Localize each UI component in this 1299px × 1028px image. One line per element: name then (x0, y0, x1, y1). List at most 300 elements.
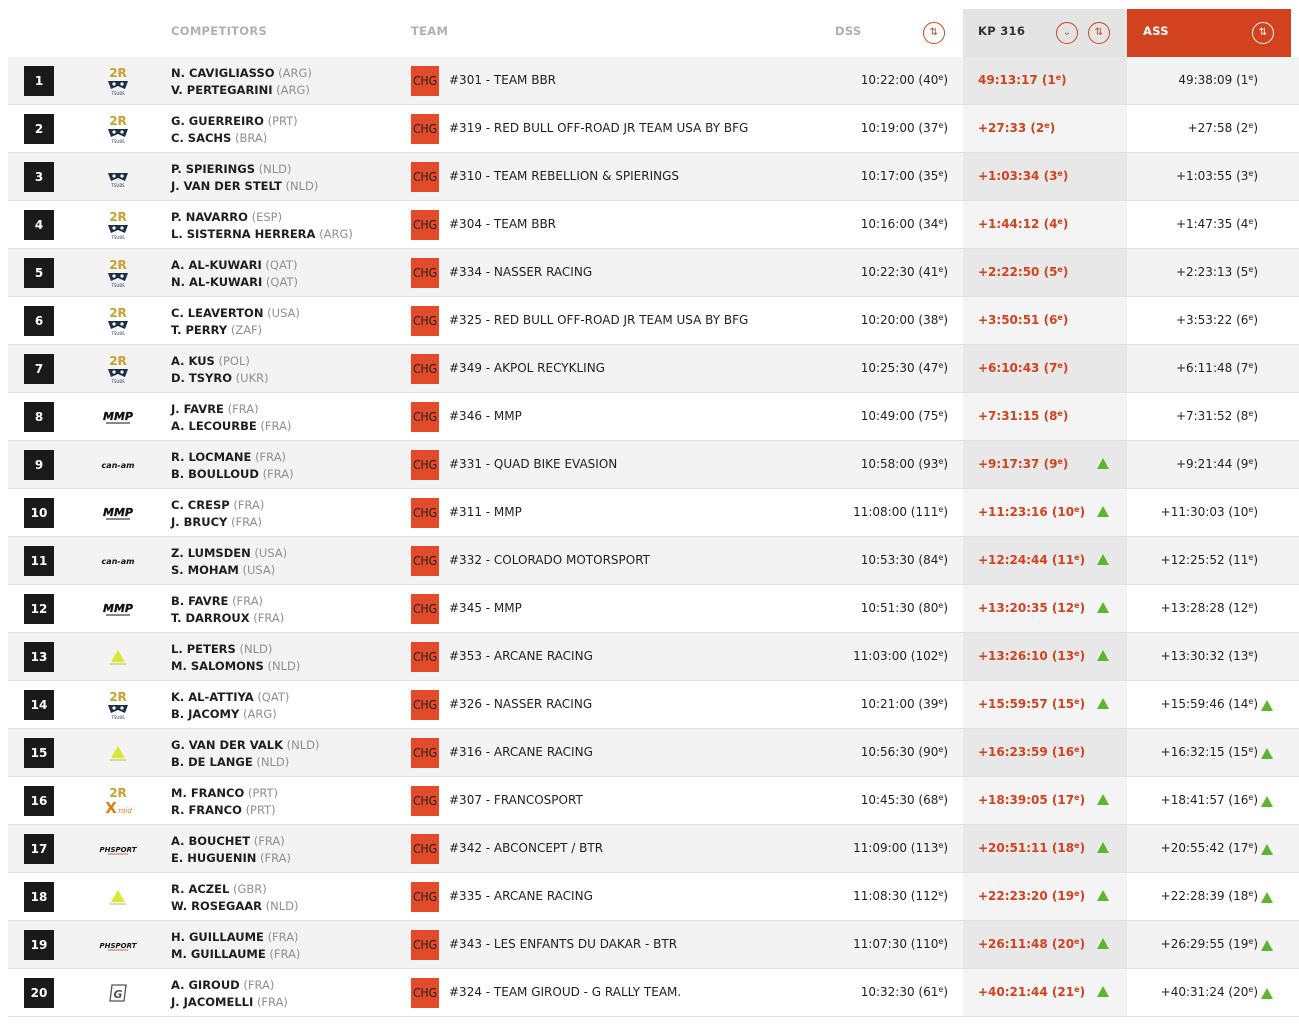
arrow-up-icon (1261, 988, 1273, 999)
svg-text:2R: 2R (109, 786, 127, 800)
dss-time: 10:32:30 (61e) (860, 985, 948, 999)
ass-time: +13:30:32 (13e) (1160, 649, 1258, 663)
kp-column-header[interactable] (963, 9, 1127, 57)
driver-nationality: (GBR) (232, 882, 267, 896)
dss-rank-suffix: e (938, 361, 944, 370)
svg-text:2R: 2R (109, 210, 127, 224)
position-badge: 5 (24, 258, 54, 288)
ass-rank-suffix: e (1248, 121, 1254, 130)
svg-text:roid: roid (118, 807, 132, 815)
category-badge: CHG (411, 594, 439, 624)
ass-value: +11:30:03 (10 (1160, 505, 1249, 519)
2r-tsubs-logo-icon (98, 305, 138, 337)
codriver-name: J. JACOMELLI (171, 995, 254, 1009)
2r-tsubs-logo-icon (98, 689, 138, 721)
table-row[interactable] (8, 537, 1299, 585)
svg-text:TSUBS: TSUBS (111, 379, 125, 384)
competitors-cell[interactable] (171, 113, 298, 147)
kp-time: +2:22:50 (5e) (978, 265, 1069, 279)
competitors-cell[interactable] (171, 689, 289, 723)
driver-name: A. AL-KUWARI (171, 258, 262, 272)
ass-rank-suffix: e (1248, 553, 1254, 562)
ass-sort-icon[interactable]: ⇅ (1252, 22, 1274, 44)
competitors-cell[interactable] (171, 497, 264, 531)
driver-name: P. SPIERINGS (171, 162, 256, 176)
category-badge: CHG (411, 114, 439, 144)
competitors-cell[interactable] (171, 449, 294, 483)
chevron-down-icon[interactable]: ⌄ (1056, 22, 1078, 44)
ass-time: +1:47:35 (4e) (1175, 217, 1258, 231)
ass-rank-suffix: e (1248, 745, 1254, 754)
codriver-name: A. LECOURBE (171, 419, 257, 433)
kp-rank-suffix: e (1057, 313, 1063, 322)
ass-value: +26:29:55 (19 (1160, 937, 1249, 951)
kp-time: +20:51:11 (18e) (978, 841, 1086, 855)
table-row[interactable] (8, 297, 1299, 345)
team-name[interactable]: #310 - TEAM REBELLION & SPIERINGS (449, 169, 680, 183)
kp-time: +16:23:59 (16e) (978, 745, 1086, 759)
kp-value: +22:23:20 (19 (978, 889, 1075, 903)
kp-sort-icon[interactable]: ⇅ (1088, 22, 1110, 44)
position-badge: 8 (24, 402, 54, 432)
competitors-cell[interactable] (171, 209, 353, 243)
table-row[interactable] (8, 201, 1299, 249)
category-badge: CHG (411, 786, 439, 816)
driver-name: P. NAVARRO (171, 210, 248, 224)
ass-rank-suffix: e (1248, 361, 1254, 370)
ass-value: +40:31:24 (20 (1160, 985, 1249, 999)
table-row[interactable] (8, 393, 1299, 441)
kp-value: +40:21:44 (21 (978, 985, 1075, 999)
team-name[interactable]: #324 - TEAM GIROUD - G RALLY TEAM. (449, 985, 682, 999)
driver-name: J. FAVRE (171, 402, 224, 416)
dss-value: 10:58:00 (93 (860, 457, 939, 471)
position-badge: 10 (24, 498, 54, 528)
dss-value: 10:20:00 (38 (860, 313, 939, 327)
team-name[interactable]: #311 - MMP (449, 505, 522, 519)
kp-time: +9:17:37 (9e) (978, 457, 1069, 471)
kp-rank-suffix: e (1055, 73, 1062, 82)
codriver-name: L. SISTERNA HERRERA (171, 227, 316, 241)
codriver-name: M. SALOMONS (171, 659, 264, 673)
driver-name: B. FAVRE (171, 594, 229, 608)
svg-text:X: X (105, 799, 117, 817)
kp-rank-suffix: e (1057, 217, 1063, 226)
team-name[interactable]: #349 - AKPOL RECYKLING (449, 361, 605, 375)
table-row[interactable] (8, 969, 1299, 1017)
codriver-nationality: (FRA) (260, 419, 292, 433)
codriver-name: B. JACOMY (171, 707, 240, 721)
codriver-name: J. VAN DER STELT (171, 179, 282, 193)
dss-rank-suffix: e (938, 313, 944, 322)
codriver-nationality: (NLD) (256, 755, 290, 769)
driver-name: Z. LUMSDEN (171, 546, 251, 560)
team-name[interactable]: #343 - LES ENFANTS DU DAKAR - BTR (449, 937, 678, 951)
codriver-name: S. MOHAM (171, 563, 239, 577)
category-badge: CHG (411, 882, 439, 912)
canam-logo-icon (98, 449, 138, 481)
kp-rank-suffix: e (1074, 985, 1080, 994)
driver-name: M. FRANCO (171, 786, 245, 800)
arrow-up-icon (1261, 940, 1273, 951)
table-row[interactable] (8, 153, 1299, 201)
kp-value: +13:20:35 (12 (978, 601, 1075, 615)
codriver-name: E. HUGUENIN (171, 851, 257, 865)
category-badge: CHG (411, 210, 439, 240)
position-badge: 3 (24, 162, 54, 192)
ass-time: +40:31:24 (20e) (1160, 985, 1258, 999)
kp-rank-suffix: e (1044, 121, 1050, 130)
kp-time: +3:50:51 (6e) (978, 313, 1069, 327)
competitors-cell[interactable] (171, 305, 300, 339)
dss-value: 10:22:00 (40 (860, 73, 939, 87)
2r-xroid-logo-icon (98, 785, 138, 817)
kp-value: +7:31:15 (8 (978, 409, 1058, 423)
position-badge: 4 (24, 210, 54, 240)
ass-time: +12:25:52 (11e) (1160, 553, 1258, 567)
kp-rank-suffix: e (1074, 697, 1080, 706)
arrow-up-icon (1097, 506, 1109, 517)
category-badge: CHG (411, 402, 439, 432)
team-name[interactable]: #301 - TEAM BBR (449, 73, 557, 87)
category-badge: CHG (411, 450, 439, 480)
ass-value: +7:31:52 (8 (1175, 409, 1249, 423)
ass-value: +20:55:42 (17 (1160, 841, 1249, 855)
dss-rank-suffix: e (938, 985, 944, 994)
ass-rank-suffix: e (1248, 457, 1254, 466)
competitors-cell[interactable] (171, 929, 300, 963)
dss-time: 10:49:00 (75e) (860, 409, 948, 423)
driver-nationality: (PRT) (247, 786, 279, 800)
phsport-logo-icon (98, 929, 138, 961)
ass-rank-suffix: e (1248, 985, 1254, 994)
2r-tsubs-logo-icon (98, 353, 138, 385)
codriver-name: T. PERRY (171, 323, 228, 337)
kp-value: +27:33 (2 (978, 121, 1045, 135)
dss-rank-suffix: e (938, 841, 944, 850)
table-row[interactable] (8, 729, 1299, 777)
driver-name: A. KUS (171, 354, 215, 368)
team-name[interactable]: #334 - NASSER RACING (449, 265, 593, 279)
driver-nationality: (NLD) (239, 642, 273, 656)
ass-rank-suffix: e (1248, 73, 1254, 82)
arrow-up-icon (1097, 890, 1109, 901)
driver-name: G. GUERREIRO (171, 114, 264, 128)
ass-time: +1:03:55 (3e) (1175, 169, 1258, 183)
dss-value: 10:56:30 (90 (860, 745, 939, 759)
codriver-name: J. BRUCY (171, 515, 228, 529)
ass-rank-suffix: e (1248, 217, 1254, 226)
results-table (8, 57, 1299, 1017)
dss-rank-suffix: e (938, 793, 944, 802)
arrow-up-icon (1097, 986, 1109, 997)
position-badge: 19 (24, 930, 54, 960)
team-header: TEAM (411, 24, 449, 38)
dss-value: 10:25:30 (47 (860, 361, 939, 375)
ass-time: +27:58 (2e) (1187, 121, 1258, 135)
svg-text:TSUBS: TSUBS (111, 715, 125, 720)
ass-time: +13:28:28 (12e) (1160, 601, 1258, 615)
kp-value: +15:59:57 (15 (978, 697, 1075, 711)
kp-rank-suffix: e (1057, 265, 1063, 274)
competitors-cell[interactable] (171, 977, 288, 1011)
table-row[interactable] (8, 825, 1299, 873)
dss-value: 10:16:00 (34 (860, 217, 939, 231)
competitors-cell[interactable] (171, 833, 291, 867)
arrow-up-icon (1097, 458, 1109, 469)
codriver-nationality: (QAT) (265, 275, 298, 289)
driver-nationality: (FRA) (255, 450, 287, 464)
dss-value: 10:49:00 (75 (860, 409, 939, 423)
competitors-cell[interactable] (171, 161, 318, 195)
team-name[interactable]: #345 - MMP (449, 601, 522, 615)
table-row[interactable] (8, 249, 1299, 297)
dss-time: 10:16:00 (34e) (860, 217, 948, 231)
team-name[interactable]: #325 - RED BULL OFF-ROAD JR TEAM USA BY BFG (449, 313, 749, 327)
codriver-name: R. FRANCO (171, 803, 242, 817)
dss-rank-suffix: e (938, 409, 944, 418)
table-row[interactable] (8, 441, 1299, 489)
canam-logo-icon (98, 545, 138, 577)
dss-time: 11:03:00 (102e) (853, 649, 948, 663)
ass-rank-suffix: e (1248, 937, 1254, 946)
position-badge: 14 (24, 690, 54, 720)
mmp-logo-icon (98, 497, 138, 529)
kp-value: +11:23:16 (10 (978, 505, 1075, 519)
dss-time: 11:09:00 (113e) (853, 841, 948, 855)
svg-text:2R: 2R (109, 258, 127, 272)
team-name[interactable]: #304 - TEAM BBR (449, 217, 557, 231)
competitors-cell[interactable] (171, 737, 319, 771)
ass-value: +1:03:55 (3 (1175, 169, 1249, 183)
ass-value: +27:58 (2 (1187, 121, 1249, 135)
competitors-cell[interactable] (171, 257, 298, 291)
2r-tsubs-logo-icon (98, 113, 138, 145)
ass-value: +1:47:35 (4 (1175, 217, 1249, 231)
kp-value: +12:24:44 (11 (978, 553, 1075, 567)
codriver-nationality: (FRA) (231, 515, 263, 529)
svg-text:2R: 2R (109, 306, 127, 320)
driver-nationality: (QAT) (257, 690, 290, 704)
position-badge: 11 (24, 546, 54, 576)
table-row[interactable] (8, 105, 1299, 153)
2r-tsubs-logo-icon (98, 209, 138, 241)
dss-rank-suffix: e (938, 505, 944, 514)
ass-value: +9:21:44 (9 (1175, 457, 1249, 471)
competitors-cell[interactable] (171, 545, 287, 579)
competitors-cell[interactable] (171, 881, 298, 915)
driver-name: H. GUILLAUME (171, 930, 264, 944)
team-name[interactable]: #346 - MMP (449, 409, 522, 423)
position-badge: 15 (24, 738, 54, 768)
driver-nationality: (NLD) (258, 162, 292, 176)
ass-time: +15:59:46 (14e) (1160, 697, 1258, 711)
kp-value: +1:44:12 (4 (978, 217, 1058, 231)
codriver-nationality: (FRA) (262, 467, 294, 481)
kp-time: +40:21:44 (21e) (978, 985, 1086, 999)
dss-time: 11:07:30 (110e) (853, 937, 948, 951)
svg-text:2R: 2R (109, 354, 127, 368)
results-header (0, 0, 1299, 57)
svg-text:PHSPORT: PHSPORT (99, 846, 137, 854)
competitors-cell[interactable] (171, 65, 312, 99)
kp-time: +1:44:12 (4e) (978, 217, 1069, 231)
competitors-cell[interactable] (171, 785, 278, 819)
team-name[interactable]: #326 - NASSER RACING (449, 697, 593, 711)
team-name[interactable]: #335 - ARCANE RACING (449, 889, 593, 903)
codriver-nationality: (UKR) (235, 371, 269, 385)
competitors-cell[interactable] (171, 593, 284, 627)
svg-text:MMP: MMP (103, 410, 133, 423)
dss-value: 11:03:00 (102 (853, 649, 939, 663)
category-badge: CHG (411, 642, 439, 672)
codriver-name: B. BOULLOUD (171, 467, 259, 481)
team-name[interactable]: #353 - ARCANE RACING (449, 649, 593, 663)
team-name[interactable]: #331 - QUAD BIKE EVASION (449, 457, 618, 471)
codriver-name: B. DE LANGE (171, 755, 253, 769)
table-row[interactable] (8, 585, 1299, 633)
arrow-up-icon (1261, 748, 1273, 759)
svg-text:2R: 2R (109, 690, 127, 704)
team-name[interactable]: #307 - FRANCOSPORT (449, 793, 583, 807)
category-badge: CHG (411, 546, 439, 576)
dss-time: 10:58:00 (93e) (860, 457, 948, 471)
driver-nationality: (FRA) (267, 930, 299, 944)
kp-rank-suffix: e (1057, 409, 1063, 418)
position-badge: 13 (24, 642, 54, 672)
kp-value: +16:23:59 (16 (978, 745, 1075, 759)
dss-time: 11:08:30 (112e) (853, 889, 948, 903)
dss-value: 10:53:30 (84 (860, 553, 939, 567)
category-badge: CHG (411, 66, 439, 96)
codriver-nationality: (NLD) (267, 659, 301, 673)
kp-value: +20:51:11 (18 (978, 841, 1075, 855)
codriver-name: W. ROSEGAAR (171, 899, 262, 913)
table-row[interactable] (8, 345, 1299, 393)
category-badge: CHG (411, 978, 439, 1008)
category-badge: CHG (411, 738, 439, 768)
ass-time: +26:29:55 (19e) (1160, 937, 1258, 951)
driver-nationality: (PRT) (267, 114, 298, 128)
kp-rank-suffix: e (1074, 745, 1080, 754)
kp-value: +26:11:48 (20 (978, 937, 1075, 951)
competitors-cell[interactable] (171, 353, 269, 387)
table-row[interactable] (8, 57, 1299, 105)
arrow-up-icon (1097, 602, 1109, 613)
ass-rank-suffix: e (1248, 505, 1254, 514)
table-row[interactable] (8, 633, 1299, 681)
codriver-nationality: (ZAF) (230, 323, 263, 337)
ass-rank-suffix: e (1248, 889, 1254, 898)
codriver-name: T. DARROUX (171, 611, 250, 625)
position-badge: 1 (24, 66, 54, 96)
dss-rank-suffix: e (938, 265, 944, 274)
dss-value: 10:21:00 (39 (860, 697, 939, 711)
position-badge: 16 (24, 786, 54, 816)
kp-time: +1:03:34 (3e) (978, 169, 1069, 183)
table-row[interactable] (8, 873, 1299, 921)
codriver-name: N. AL-KUWARI (171, 275, 263, 289)
arrow-up-icon (1097, 938, 1109, 949)
svg-text:2R: 2R (109, 114, 127, 128)
dss-value: 10:22:30 (41 (860, 265, 939, 279)
ass-time: +9:21:44 (9e) (1175, 457, 1258, 471)
ass-column-header[interactable] (1127, 9, 1291, 57)
table-row[interactable] (8, 777, 1299, 825)
svg-text:MMP: MMP (103, 506, 133, 519)
table-row[interactable] (8, 681, 1299, 729)
team-name[interactable]: #316 - ARCANE RACING (449, 745, 593, 759)
kp-rank-suffix: e (1074, 505, 1080, 514)
dss-sort-icon[interactable]: ⇅ (923, 22, 945, 44)
mmp-logo-icon (98, 401, 138, 433)
kp-time: +11:23:16 (10e) (978, 505, 1086, 519)
ass-time: +18:41:57 (16e) (1160, 793, 1258, 807)
kp-rank-suffix: e (1074, 937, 1080, 946)
dss-time: 10:56:30 (90e) (860, 745, 948, 759)
dss-rank-suffix: e (938, 889, 944, 898)
codriver-name: M. GUILLAUME (171, 947, 266, 961)
kp-value: 49:13:17 (1 (978, 73, 1056, 87)
ass-value: +2:23:13 (5 (1175, 265, 1249, 279)
team-name[interactable]: #342 - ABCONCEPT / BTR (449, 841, 604, 855)
kp-value: +9:17:37 (9 (978, 457, 1058, 471)
ass-rank-suffix: e (1248, 265, 1254, 274)
kp-rank-suffix: e (1057, 457, 1063, 466)
team-name[interactable]: #332 - COLORADO MOTORSPORT (449, 553, 651, 567)
ass-time: +2:23:13 (5e) (1175, 265, 1258, 279)
dss-rank-suffix: e (938, 745, 944, 754)
ass-rank-suffix: e (1248, 313, 1254, 322)
kp-time: +12:24:44 (11e) (978, 553, 1086, 567)
ass-value: +22:28:39 (18 (1160, 889, 1249, 903)
ass-time: +6:11:48 (7e) (1175, 361, 1258, 375)
arrow-up-icon (1097, 842, 1109, 853)
kp-value: +2:22:50 (5 (978, 265, 1058, 279)
kp-time: +6:10:43 (7e) (978, 361, 1069, 375)
kp-rank-suffix: e (1074, 793, 1080, 802)
arcane-logo-icon (98, 641, 138, 673)
ass-value: +15:59:46 (14 (1160, 697, 1249, 711)
svg-text:can-am: can-am (101, 557, 135, 566)
mmp-logo-icon (98, 593, 138, 625)
codriver-nationality: (ARG) (242, 707, 277, 721)
dss-rank-suffix: e (938, 121, 944, 130)
ass-time: +20:55:42 (17e) (1160, 841, 1258, 855)
ass-value: +13:28:28 (12 (1160, 601, 1249, 615)
dss-time: 10:22:30 (41e) (860, 265, 948, 279)
driver-nationality: (FRA) (243, 978, 275, 992)
arrow-up-icon (1097, 650, 1109, 661)
codriver-nationality: (ARG) (319, 227, 353, 241)
grally-logo-icon (98, 977, 138, 1009)
codriver-nationality: (FRA) (260, 851, 291, 865)
arcane-logo-icon (98, 881, 138, 913)
ass-time: +22:28:39 (18e) (1160, 889, 1258, 903)
codriver-nationality: (FRA) (256, 995, 288, 1009)
table-row[interactable] (8, 921, 1299, 969)
competitors-cell[interactable] (171, 641, 300, 675)
svg-text:TSUBS: TSUBS (111, 139, 125, 144)
driver-nationality: (FRA) (253, 834, 285, 848)
ass-value: 49:38:09 (1 (1178, 73, 1249, 87)
table-row[interactable] (8, 489, 1299, 537)
team-name[interactable]: #319 - RED BULL OFF-ROAD JR TEAM USA BY BFG (449, 121, 749, 135)
dss-rank-suffix: e (938, 73, 944, 82)
ass-value: +16:32:15 (15 (1160, 745, 1249, 759)
dss-value: 11:08:30 (112 (853, 889, 939, 903)
competitors-cell[interactable] (171, 401, 291, 435)
